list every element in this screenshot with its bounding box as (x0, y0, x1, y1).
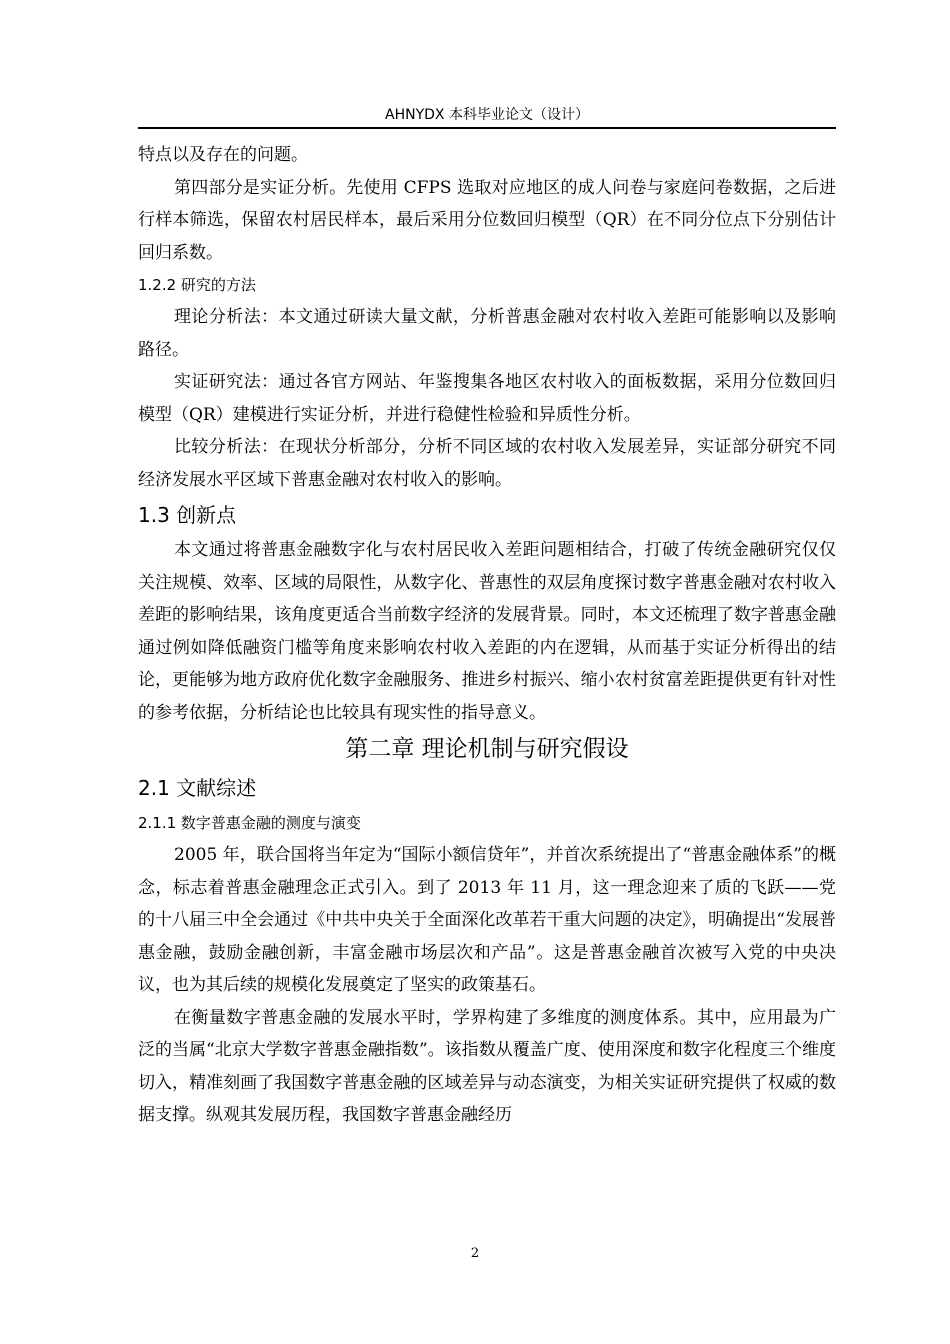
page-number: 2 (470, 1246, 480, 1261)
section-heading-2-1-1: 2.1.1 数字普惠金融的测度与演变 (138, 814, 361, 832)
paragraph: 理论分析法：本文通过研读大量文献，分析普惠金融对农村收入差距可能影响以及影响路径。 (138, 307, 836, 360)
chapter-title: 第二章 理论机制与研究假设 (345, 736, 629, 762)
section-heading-2-1: 2.1 文献综述 (138, 776, 257, 800)
paragraph: 特点以及存在的问题。 (138, 145, 308, 165)
section-heading-1-2-2: 1.2.2 研究的方法 (138, 276, 256, 294)
section-heading-1-3: 1.3 创新点 (138, 503, 237, 527)
paragraph: 比较分析法：在现状分析部分，分析不同区域的农村收入发展差异，实证部分研究不同经济发展水平区域下普惠金融对农村收入的影响。 (138, 437, 836, 490)
paragraph: 2005 年，联合国将当年定为“国际小额信贷年”，并首次系统提出了“普惠金融体系”的概念，标志着普惠金融理念正式引入。到了 2013 年 11 月，这一理念迎来了质的飞跃——党的十八届三中全会通过《中共中央关于全面深化改革若干重大问题的决定》，明确提出“发展普惠金融，鼓励金融创新，丰富金融市场层次和产品”。这是普惠金融首次被写入党的中央决议，也为其后续的规模化发展奠定了坚实的政策基石。 (138, 845, 836, 995)
paragraph: 实证研究法：通过各官方网站、年鉴搜集各地区农村收入的面板数据，采用分位数回归模型（QR）建模进行实证分析，并进行稳健性检验和异质性分析。 (138, 372, 836, 425)
paragraph: 本文通过将普惠金融数字化与农村居民收入差距问题相结合，打破了传统金融研究仅仅关注规模、效率、区域的局限性，从数字化、普惠性的双层角度探讨数字普惠金融对农村收入差距的影响结果，该角度更适合当前数字经济的发展背景。同时，本文还梳理了数字普惠金融通过例如降低融资门槛等角度来影响农村收入差距的内在逻辑，从而基于实证分析得出的结论，更能够为地方政府优化数字金融服务、推进乡村振兴、缩小农村贫富差距提供更有针对性的参考依据，分析结论也比较具有现实性的指导意义。 (138, 540, 836, 723)
running-header: AHNYDX 本科毕业论文（设计） (138, 105, 836, 129)
paragraph: 第四部分是实证分析。先使用 CFPS 选取对应地区的成人问卷与家庭问卷数据，之后进行样本筛选，保留农村居民样本，最后采用分位数回归模型（QR）在不同分位点下分别估计回归系数。 (138, 177, 836, 263)
paragraph: 在衡量数字普惠金融的发展水平时，学界构建了多维度的测度体系。其中，应用最为广泛的当属“北京大学数字普惠金融指数”。该指数从覆盖广度、使用深度和数字化程度三个维度切入，精准刻画了我国数字普惠金融的区域差异与动态演变，为相关实证研究提供了权威的数据支撑。纵观其发展历程，我国数字普惠金融经历 (138, 1007, 836, 1125)
body-content (138, 139, 836, 1132)
